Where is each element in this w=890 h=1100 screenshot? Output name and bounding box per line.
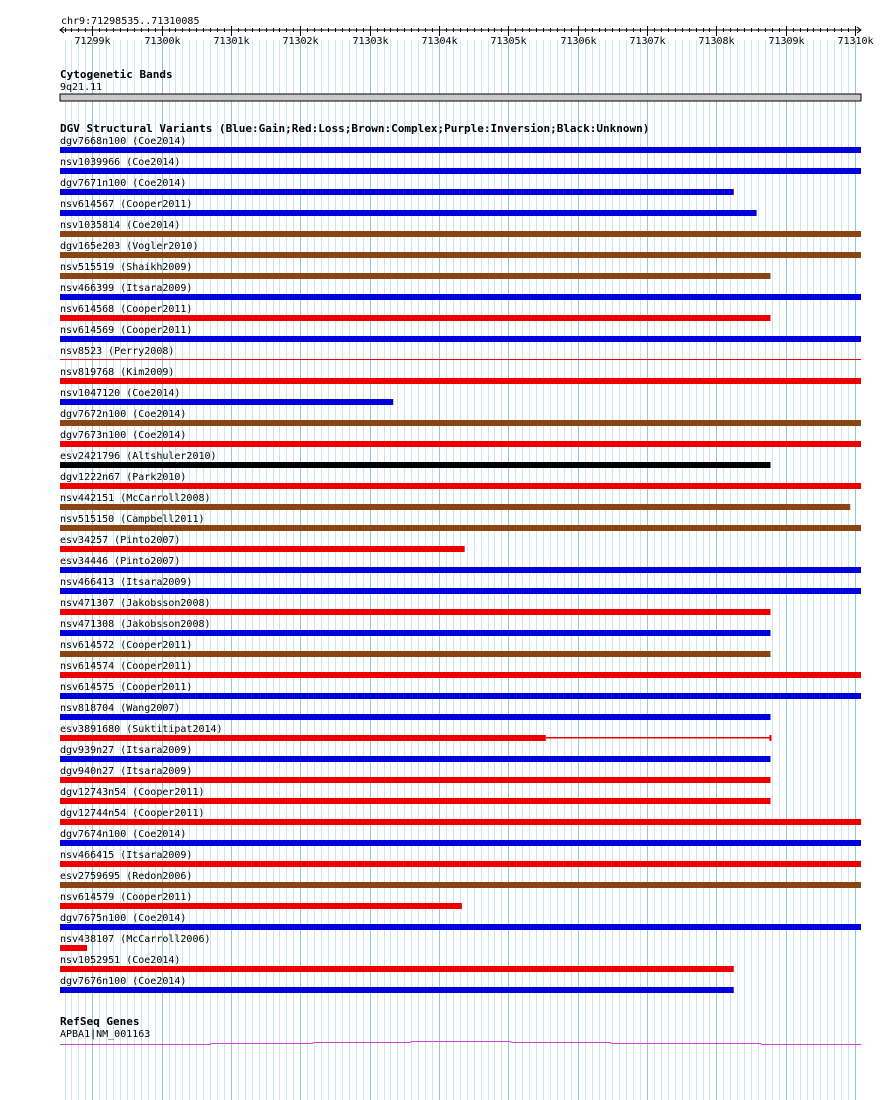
variant-feature[interactable] [60,535,465,552]
variant-bar[interactable] [60,294,861,300]
variant-label: dgv7671n100 (Coe2014) [60,178,187,189]
variant-bar[interactable] [60,798,770,804]
variant-bar[interactable] [60,819,861,825]
locus-label: chr9:71298535..71310085 [61,16,200,27]
variant-bar[interactable] [60,714,770,720]
variant-label: esv34257 (Pinto2007) [60,535,181,546]
variant-bar[interactable] [60,420,861,426]
variant-feature[interactable] [60,766,770,783]
variant-feature[interactable] [60,703,770,720]
variant-label: esv2759695 (Redon2006) [60,871,193,882]
ruler-tick-label: 71310k [837,36,874,47]
variant-feature[interactable] [60,640,770,657]
cytogenetic-bands-title: Cytogenetic Bands [60,68,173,81]
variant-label: nsv466413 (Itsara2009) [60,577,193,588]
variant-bar[interactable] [60,210,757,216]
variant-label: dgv1222n67 (Park2010) [60,472,187,483]
variant-label: nsv818704 (Wang2007) [60,703,181,714]
ruler-tick-label: 71300k [144,36,181,47]
variant-label: dgv7672n100 (Coe2014) [60,409,187,420]
variant-feature[interactable] [60,787,770,804]
variant-bar[interactable] [60,252,861,258]
variant-label: nsv614569 (Cooper2011) [60,325,193,336]
variant-label: nsv614568 (Cooper2011) [60,304,193,315]
gene-label: APBA1|NM_001163 [60,1029,151,1040]
variant-bar[interactable] [60,483,861,489]
variant-bar[interactable] [60,147,861,153]
variant-bar[interactable] [60,525,861,531]
ruler-tick-label: 71307k [629,36,666,47]
variant-label: dgv940n27 (Itsara2009) [60,766,193,777]
variant-label: nsv614579 (Cooper2011) [60,892,193,903]
variant-feature[interactable] [60,955,734,972]
cytoband-9q21-11[interactable] [60,94,861,101]
variant-feature[interactable] [60,304,770,321]
cytoband-label: 9q21.11 [60,82,103,93]
variant-bar[interactable] [60,504,850,510]
ruler-tick-label: 71302k [282,36,319,47]
variant-label: nsv438107 (McCarroll2006) [60,934,211,945]
variant-label: esv2421796 (Altshuler2010) [60,451,217,462]
variant-feature[interactable] [60,451,770,468]
variant-label: nsv515519 (Shaikh2009) [60,262,193,273]
variant-feature[interactable] [60,724,771,741]
variant-label: dgv12743n54 (Cooper2011) [60,787,205,798]
ruler-tick-label: 71301k [213,36,250,47]
variant-label: nsv1035814 (Coe2014) [60,220,181,231]
variant-bar[interactable] [60,168,861,174]
variant-label: dgv7675n100 (Coe2014) [60,913,187,924]
variant-label: dgv7676n100 (Coe2014) [60,976,187,987]
variant-bar[interactable] [60,359,861,360]
variant-label: nsv471307 (Jakobsson2008) [60,598,211,609]
ruler-tick-label: 71304k [421,36,458,47]
variant-bar[interactable] [60,861,861,867]
variant-label: dgv7673n100 (Coe2014) [60,430,187,441]
variant-label: esv3891680 (Suktitipat2014) [60,724,223,735]
variant-bar[interactable] [60,966,734,972]
variant-bar[interactable] [60,567,861,573]
variant-feature[interactable] [60,976,734,993]
variant-label: nsv515150 (Campbell2011) [60,514,205,525]
variant-bar[interactable] [60,399,393,405]
variant-feature[interactable] [60,745,770,762]
variant-bar[interactable] [60,546,465,552]
variant-label: nsv614574 (Cooper2011) [60,661,193,672]
variant-bar[interactable] [60,336,861,342]
ruler-tick-label: 71306k [560,36,597,47]
variant-feature[interactable] [60,199,757,216]
variant-bar[interactable] [60,924,861,930]
variant-bar[interactable] [60,315,770,321]
variant-feature[interactable] [60,388,393,405]
variant-bar[interactable] [60,609,770,615]
ruler-tick-label: 71309k [768,36,805,47]
variant-label: nsv8523 (Perry2008) [60,346,175,357]
variant-feature[interactable] [60,178,734,195]
variant-connector-line [546,737,771,739]
variant-label: dgv12744n54 (Cooper2011) [60,808,205,819]
variant-bar[interactable] [60,189,734,195]
variant-label: dgv939n27 (Itsara2009) [60,745,193,756]
variant-feature[interactable] [60,493,850,510]
variant-end-mark [769,735,771,741]
variant-bar[interactable] [60,441,861,447]
variant-bar[interactable] [60,378,861,384]
variant-label: nsv466415 (Itsara2009) [60,850,193,861]
variant-label: nsv1052951 (Coe2014) [60,955,181,966]
variant-feature[interactable] [60,598,770,615]
variant-bar[interactable] [60,693,861,699]
variant-bar[interactable] [60,462,770,468]
variant-label: dgv165e203 (Vogler2010) [60,241,199,252]
ruler-tick-label: 71303k [352,36,389,47]
variant-bar[interactable] [60,672,861,678]
variant-feature[interactable] [60,892,462,909]
variant-feature[interactable] [60,619,770,636]
variant-bar[interactable] [60,651,770,657]
variant-bar[interactable] [60,588,861,594]
variant-label: nsv614575 (Cooper2011) [60,682,193,693]
variant-bar[interactable] [60,630,770,636]
variant-bar[interactable] [60,882,861,888]
variant-bar[interactable] [60,903,462,909]
variant-label: nsv442151 (McCarroll2008) [60,493,211,504]
variant-bar[interactable] [60,231,861,237]
variant-label: dgv7668n100 (Coe2014) [60,136,187,147]
ruler-tick-label: 71308k [698,36,735,47]
variant-label: nsv819768 (Kim2009) [60,367,175,378]
variant-label: esv34446 (Pinto2007) [60,556,181,567]
variant-bar[interactable] [60,987,734,993]
variant-bar[interactable] [60,840,861,846]
variant-label: nsv614572 (Cooper2011) [60,640,193,651]
variant-label: nsv614567 (Cooper2011) [60,199,193,210]
ruler-tick-label: 71299k [74,36,111,47]
variant-label: nsv1047120 (Coe2014) [60,388,181,399]
variant-bar[interactable] [60,777,770,783]
variant-feature[interactable] [60,262,770,279]
variant-bar[interactable] [60,756,770,762]
variant-bar[interactable] [60,735,546,741]
variant-label: nsv1039966 (Coe2014) [60,157,181,168]
ruler-tick-label: 71305k [490,36,527,47]
variant-bar[interactable] [60,273,770,279]
variant-label: nsv471308 (Jakobsson2008) [60,619,211,630]
dgv-track-title: DGV Structural Variants (Blue:Gain;Red:Loss;Brown:Complex;Purple:Inversion;Black:Unknown) [60,122,650,135]
refseq-track-title: RefSeq Genes [60,1015,140,1028]
variant-label: dgv7674n100 (Coe2014) [60,829,187,840]
variant-feature[interactable] [60,934,211,951]
variant-label: nsv466399 (Itsara2009) [60,283,193,294]
variant-bar[interactable] [60,945,87,951]
